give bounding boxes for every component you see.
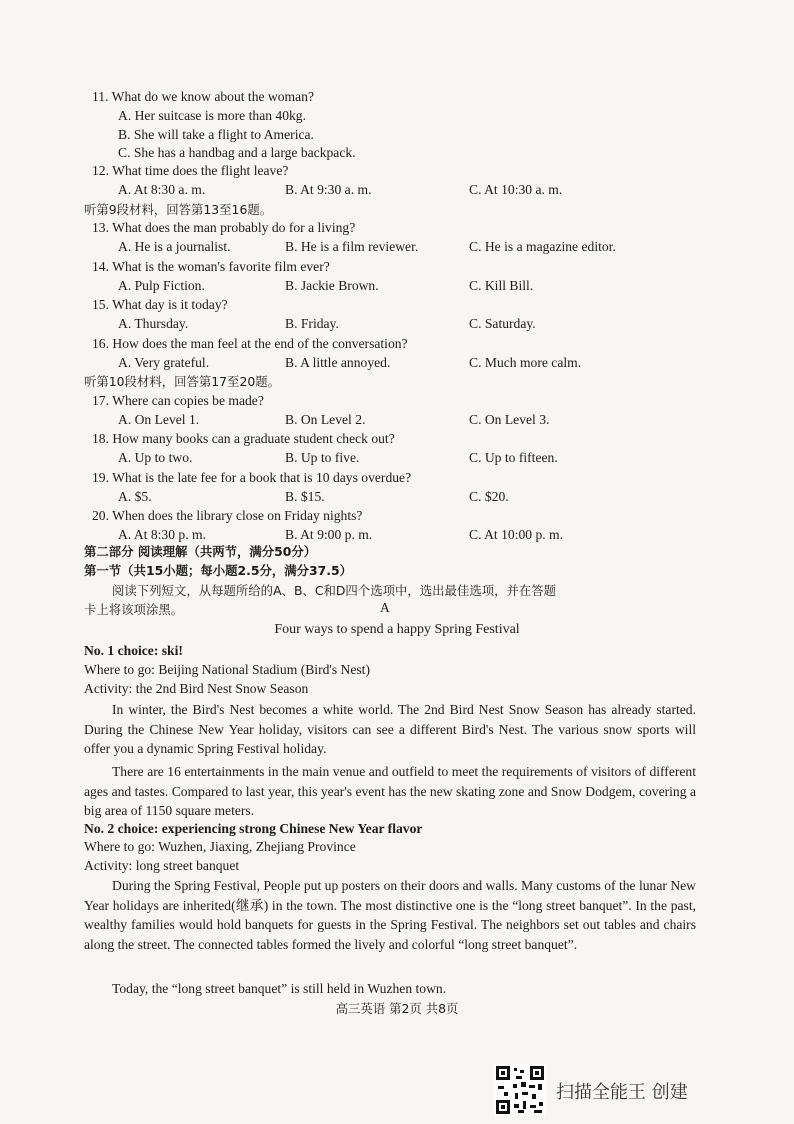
option-a: A. Thursday. [118, 316, 189, 331]
choice1-paragraph2: There are 16 entertainments in the main venue and outfield to meet the requirements of visitors of different ages and tastes. Compared to last year, this year's event has the new skating zone and Snow Dodgem, covering a big area of 1150 square meters. [84, 764, 696, 818]
question-stem: 17. Where can copies be made? [92, 393, 264, 408]
option-c: C. Much more calm. [469, 355, 582, 370]
choice2-paragraph1: During the Spring Festival, People put up posters on their doors and walls. Many customs of the lunar New Year holidays are inherited(继承) in the town. The most distinctive one is the “long street banquet”. In the past, wealthy families would hold banquets for guests in the Spring Festival. The neighbors set out tables and chairs along the street. The connected tables formed the lively and colorful “long street banquet”. [84, 878, 696, 952]
option-c: C. At 10:00 p. m. [469, 527, 564, 542]
section1-title: 第一节（共15小题；每小题2.5分，满分37.5） [84, 563, 353, 578]
question-stem: 19. What is the late fee for a book that is 10 days overdue? [92, 470, 412, 485]
listening-section-heading: 听第9段材料，回答第13至16题。 [84, 202, 273, 217]
option-b: B. Jackie Brown. [285, 278, 379, 293]
option-c: C. She has a handbag and a large backpack. [118, 145, 356, 160]
option-a: A. Her suitcase is more than 40kg. [118, 108, 307, 123]
question-stem: 11. What do we know about the woman? [92, 89, 314, 104]
choice2-activity: Activity: long street banquet [84, 858, 240, 873]
choice2-where: Where to go: Wuzhen, Jiaxing, Zhejiang Province [84, 839, 356, 854]
option-b: B. $15. [285, 489, 325, 504]
qr-code-icon [494, 1064, 546, 1116]
option-b: B. A little annoyed. [285, 355, 391, 370]
choice1-paragraph1: In winter, the Bird's Nest becomes a white world. The 2nd Bird Nest Snow Season has already started. During the Chinese New Year holiday, visitors can see a different Bird's Nest. The various snow sports will offer you a dynamic Spring Festival holiday. [84, 702, 696, 756]
choice1-title: No. 1 choice: ski! [84, 643, 183, 658]
choice2-paragraph2: Today, the “long street banquet” is still held in Wuzhen town. [112, 981, 447, 996]
option-a: A. Up to two. [118, 450, 193, 465]
option-c: C. Kill Bill. [469, 278, 534, 293]
question-stem: 15. What day is it today? [92, 297, 228, 312]
option-a: A. At 8:30 a. m. [118, 182, 206, 197]
option-b: B. At 9:30 a. m. [285, 182, 372, 197]
option-a: A. Pulp Fiction. [118, 278, 205, 293]
choice2-title: No. 2 choice: experiencing strong Chinese New Year flavor [84, 821, 423, 836]
page-footer: 高三英语 第2页 共8页 [335, 1001, 459, 1016]
option-c: C. At 10:30 a. m. [469, 182, 563, 197]
option-b: B. He is a film reviewer. [285, 239, 419, 254]
option-b: B. Up to five. [285, 450, 360, 465]
instructions-line1: 阅读下列短文，从每题所给的A、B、C和D四个选项中，选出最佳选项，并在答题 [112, 583, 557, 598]
option-c: C. Up to fifteen. [469, 450, 558, 465]
question-stem: 16. How does the man feel at the end of the conversation? [92, 336, 408, 351]
scanner-watermark: 扫描全能王 创建 [556, 1082, 688, 1103]
option-b: B. She will take a flight to America. [118, 126, 314, 142]
option-a: A. On Level 1. [118, 412, 200, 427]
option-c: C. Saturday. [469, 316, 536, 331]
option-a: A. Very grateful. [118, 355, 210, 370]
part2-title: 第二部分 阅读理解（共两节，满分50分） [84, 544, 317, 559]
passage-title: Four ways to spend a happy Spring Festival [274, 622, 520, 637]
question-stem: 18. How many books can a graduate student check out? [92, 431, 395, 446]
question-stem: 14. What is the woman's favorite film ever? [92, 259, 330, 274]
option-c: C. $20. [469, 489, 509, 504]
option-b: B. On Level 2. [285, 412, 366, 427]
option-b: B. At 9:00 p. m. [285, 527, 373, 542]
choice1-where: Where to go: Beijing National Stadium (Bird's Nest) [84, 662, 370, 677]
option-a: A. At 8:30 p. m. [118, 527, 206, 542]
option-a: A. $5. [118, 489, 152, 504]
question-stem: 13. What does the man probably do for a living? [92, 220, 356, 235]
choice1-activity: Activity: the 2nd Bird Nest Snow Season [84, 681, 309, 696]
question-stem: 20. When does the library close on Friday nights? [92, 508, 363, 523]
option-b: B. Friday. [285, 316, 339, 331]
option-c: C. On Level 3. [469, 412, 550, 427]
option-a: A. He is a journalist. [118, 239, 231, 254]
passage-letter: A [380, 600, 390, 615]
instructions-line2: 卡上将该项涂黑。 [84, 602, 184, 617]
option-c: C. He is a magazine editor. [469, 239, 616, 254]
listening-section-heading: 听第10段材料，回答第17至20题。 [84, 374, 280, 389]
question-stem: 12. What time does the flight leave? [92, 163, 289, 178]
